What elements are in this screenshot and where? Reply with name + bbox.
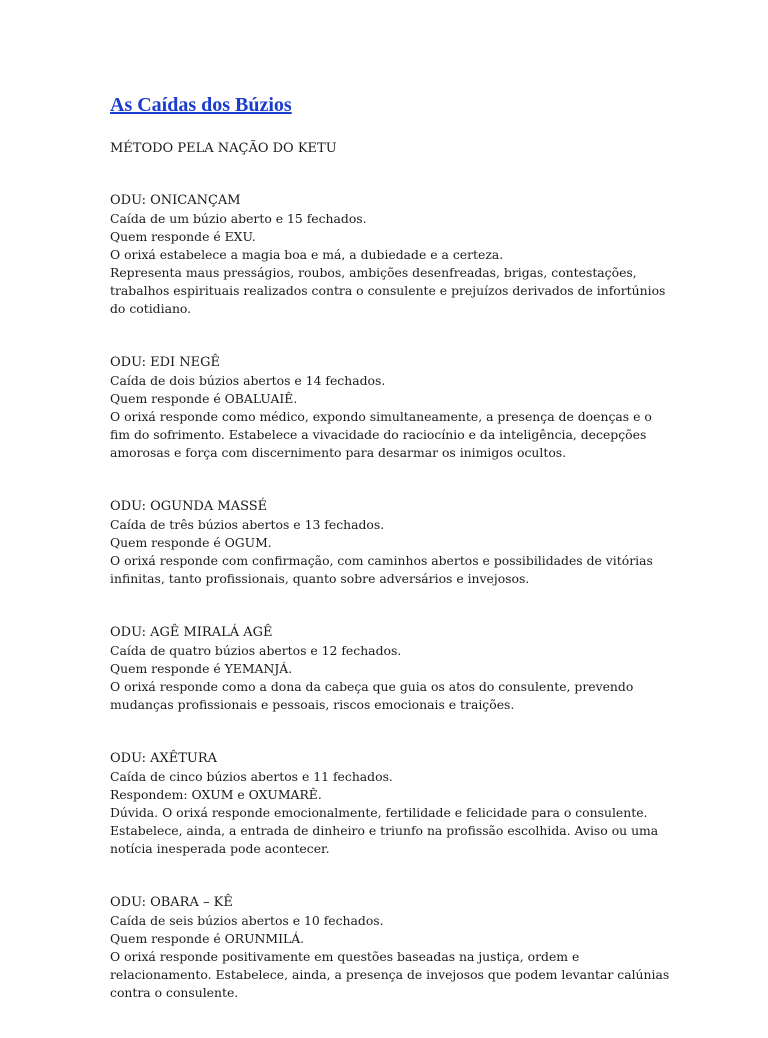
odu-heading: ODU: OBARA – KÊ xyxy=(110,895,233,910)
odu-section-onicancam xyxy=(110,192,670,318)
odu-text-line: Representa maus presságios, roubos, ambições desenfreadas, brigas, contestações, xyxy=(110,265,637,280)
odu-text-line: do cotidiano. xyxy=(110,301,192,316)
odu-text-line: Quem responde é ORUNMILÁ. xyxy=(110,931,305,946)
odu-section-axetura xyxy=(110,750,670,858)
odu-text-line: notícia inesperada pode acontecer. xyxy=(110,841,330,856)
odu-text-line: Caída de um búzio aberto e 15 fechados. xyxy=(110,211,367,226)
odu-text-line: Quem responde é OBALUAIÊ. xyxy=(110,391,298,406)
odu-section-age-mirala-age xyxy=(110,624,670,714)
odu-text-line: mudanças profissionais e pessoais, riscos emocionais e traições. xyxy=(110,697,515,712)
odu-text-line: O orixá responde com confirmação, com caminhos abertos e possibilidades de vitórias xyxy=(110,553,653,568)
odu-text-line: Respondem: OXUM e OXUMARÊ. xyxy=(110,787,322,802)
odu-section-ogunda-masse xyxy=(110,498,670,588)
odu-text-line: Dúvida. O orixá responde emocionalmente, fertilidade e felicidade para o consulente. xyxy=(110,805,648,820)
odu-text-line: infinitas, tanto profissionais, quanto sobre adversários e invejosos. xyxy=(110,571,530,586)
odu-text-line: O orixá estabelece a magia boa e má, a dubiedade e a certeza. xyxy=(110,247,504,262)
odu-text-line: O orixá responde como médico, expondo simultaneamente, a presença de doenças e o xyxy=(110,409,652,424)
odu-text-line: relacionamento. Estabelece, ainda, a presença de invejosos que podem levantar calúnias xyxy=(110,967,670,982)
odu-text-line: trabalhos espirituais realizados contra o consulente e prejuízos derivados de infortúnios xyxy=(110,283,666,298)
document-title-link[interactable]: As Caídas dos Búzios xyxy=(110,94,292,116)
odu-heading: ODU: ONICANÇAM xyxy=(110,193,241,208)
odu-text-line: Quem responde é YEMANJÁ. xyxy=(110,661,293,676)
odu-heading: ODU: AGÊ MIRALÁ AGÊ xyxy=(110,625,273,640)
odu-text-line: Caída de três búzios abertos e 13 fechados. xyxy=(110,517,385,532)
odu-heading: ODU: AXÊTURA xyxy=(110,751,218,766)
document-subtitle: MÉTODO PELA NAÇÃO DO KETU xyxy=(110,141,337,156)
odu-text-line: Quem responde é EXU. xyxy=(110,229,256,244)
odu-text-line: O orixá responde como a dona da cabeça que guia os atos do consulente, prevendo xyxy=(110,679,634,694)
odu-text-line: Caída de dois búzios abertos e 14 fechados. xyxy=(110,373,386,388)
odu-heading: ODU: EDI NEGÊ xyxy=(110,355,221,370)
odu-text-line: Quem responde é OGUM. xyxy=(110,535,272,550)
odu-text-line: fim do sofrimento. Estabelece a vivacidade do raciocínio e da inteligência, decepções xyxy=(110,427,647,442)
odu-text-line: Caída de seis búzios abertos e 10 fechados. xyxy=(110,913,384,928)
odu-text-line: amorosas e força com discernimento para desarmar os inimigos ocultos. xyxy=(110,445,567,460)
odu-text-line: O orixá responde positivamente em questões baseadas na justiça, ordem e xyxy=(110,949,580,964)
odu-text-line: Caída de cinco búzios abertos e 11 fechados. xyxy=(110,769,393,784)
odu-section-obara-ke xyxy=(110,894,670,1002)
odu-heading: ODU: OGUNDA MASSÉ xyxy=(110,499,268,514)
odu-text-line: Caída de quatro búzios abertos e 12 fechados. xyxy=(110,643,402,658)
odu-section-edi-nege xyxy=(110,354,670,462)
document-page xyxy=(110,92,670,1038)
odu-text-line: contra o consulente. xyxy=(110,985,239,1000)
odu-text-line: Estabelece, ainda, a entrada de dinheiro e triunfo na profissão escolhida. Aviso ou uma xyxy=(110,823,659,838)
